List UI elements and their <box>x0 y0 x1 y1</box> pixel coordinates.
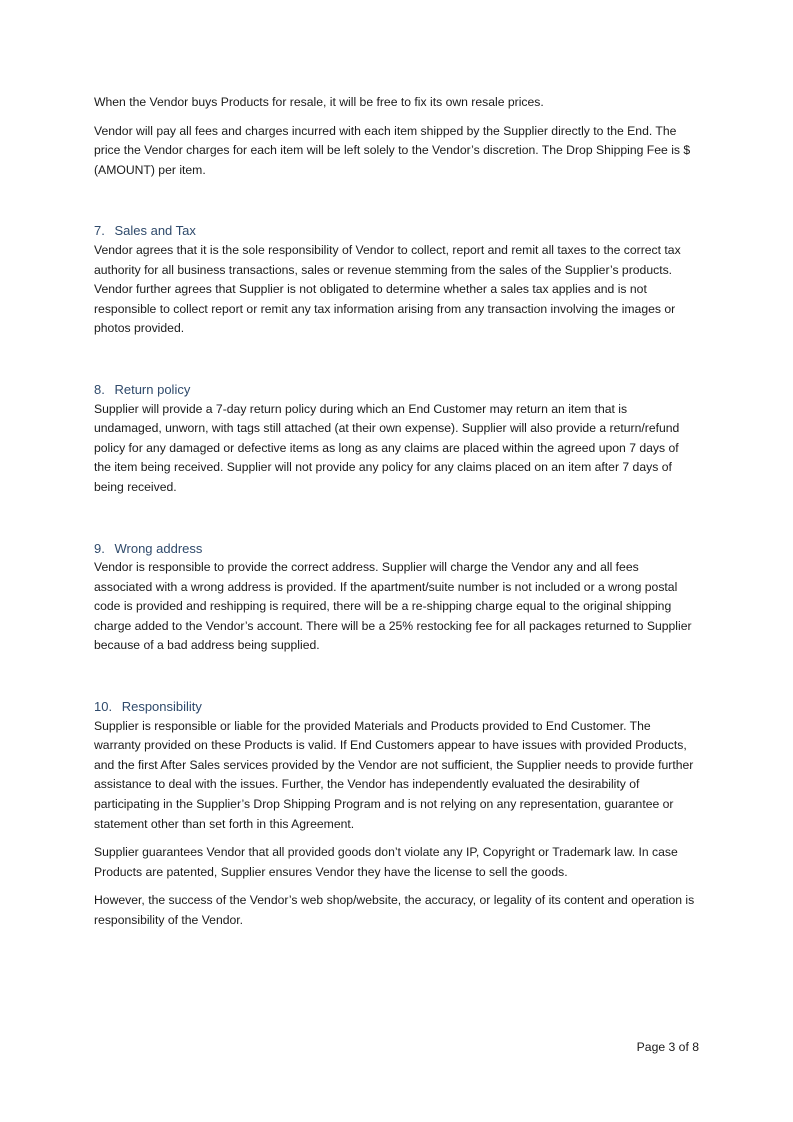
page-number: Page 3 of 8 <box>636 1040 699 1054</box>
section-title: Responsibility <box>121 699 202 715</box>
section-number: 8. <box>94 381 105 397</box>
document-page <box>94 93 698 940</box>
section-number: 9. <box>94 540 105 556</box>
section-return-policy <box>94 380 698 498</box>
section-heading <box>94 380 698 400</box>
section-sales-and-tax <box>94 221 698 339</box>
section-paragraph: Supplier guarantees Vendor that all provided goods don’t violate any IP, Copyright or Trademark law. In case Products are patented, Supplier ensures Vendor they have the license to sell the goods. <box>94 845 678 879</box>
section-wrong-address <box>94 539 698 657</box>
intro-paragraph: When the Vendor buys Products for resale, it will be free to fix its own resale prices. <box>94 95 544 109</box>
section-paragraph: Supplier will provide a 7-day return policy during which an End Customer may return an item that is undamaged, unworn, with tags still attached (at their own expense). Supplier will also provide a return/refund policy for any damaged or defective items as long as any claims are placed within the agreed upon 7 days of the item being received. Supplier will not provide any policy for any claims placed on an item after 7 days of being received. <box>94 401 680 494</box>
section-title: Wrong address <box>114 540 203 556</box>
section-title: Sales and Tax <box>114 223 196 239</box>
section-paragraph: Vendor agrees that it is the sole responsibility of Vendor to collect, report and remit all taxes to the correct tax authority for all business transactions, sales or revenue stemming from the sales of the Supplier’s products. Vendor further agrees that Supplier is not obligated to determine whether a sales tax applies and is not responsible to collect report or remit any tax information arising from any transaction involving the images or photos provided. <box>94 242 681 336</box>
intro-paragraph: Vendor will pay all fees and charges incurred with each item shipped by the Supplier directly to the End. The price the Vendor charges for each item will be left solely to the Vendor’s discretion. The Drop Shipping Fee is $ (AMOUNT) per item. <box>94 123 691 177</box>
section-responsibility <box>94 697 698 931</box>
section-title: Return policy <box>114 381 191 397</box>
section-heading <box>94 539 698 559</box>
section-number: 7. <box>94 223 105 239</box>
section-number: 10. <box>94 699 113 715</box>
section-paragraph: Vendor is responsible to provide the correct address. Supplier will charge the Vendor any and all fees associated with a wrong address is provided. If the apartment/suite number is not included or a wrong postal code is provided and reshipping is required, there will be a re-shipping charge equal to the original shipping charge added to the Vendor’s account. There will be a 25% restocking fee for all packages returned to Supplier because of a bad address being supplied. <box>94 560 692 653</box>
section-heading <box>94 697 698 717</box>
section-paragraph: However, the success of the Vendor’s web shop/website, the accuracy, or legality of its content and operation is responsibility of the Vendor. <box>94 893 695 927</box>
section-heading <box>94 221 698 241</box>
section-paragraph: Supplier is responsible or liable for the provided Materials and Products provided to End Customer. The warranty provided on these Products is valid. If End Customers appear to have issues with provided Products, and the first After Sales services provided by the Vendor are not sufficient, the Supplier needs to provide further assistance to deal with the issues. Further, the Vendor has independently evaluated the desirability of participating in the Supplier’s Drop Shipping Program and is not relying on any representation, guarantee or statement other than set forth in this Agreement. <box>94 718 694 831</box>
